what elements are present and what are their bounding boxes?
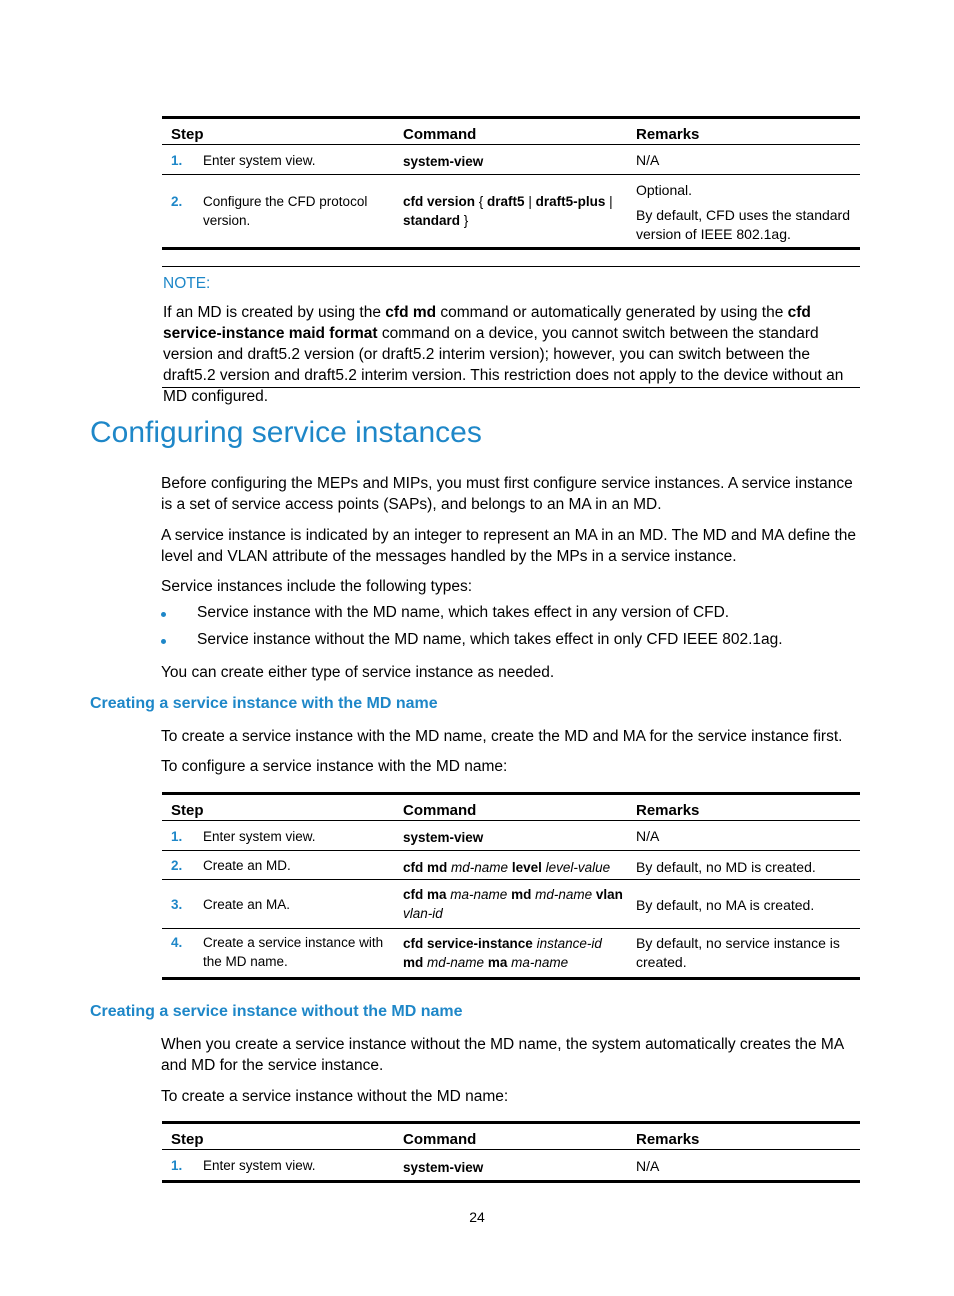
table-header [162, 792, 860, 821]
subsection-title: Creating a service instance with the MD name [90, 695, 438, 712]
paragraph: A service instance is indicated by an integer to represent an MA in an MD. The MD and MA define the level and VLAN attribute of the messages handled by the MPs in a service instance. [161, 527, 857, 565]
step-remarks: By default, no service instance is created. [636, 935, 840, 970]
step-remarks: By default, no MA is created. [636, 897, 815, 913]
step-command: cfd service-instance instance-id md md-name ma ma-name [403, 936, 602, 970]
step-description: Configure the CFD protocol version. [203, 194, 368, 228]
step-description: Create a service instance with the MD name. [203, 935, 384, 969]
step-remarks: N/A [636, 1158, 660, 1174]
table-row [162, 929, 860, 980]
cfd-version-table [162, 116, 860, 250]
step-description: Create an MA. [203, 897, 291, 912]
table-row [162, 821, 860, 851]
subsection-title: Creating a service instance without the MD name [90, 1003, 463, 1020]
step-remarks: Optional. [636, 182, 693, 198]
header-remarks: Remarks [636, 1131, 700, 1148]
header-step: Step [171, 1131, 204, 1148]
table-header [162, 116, 860, 145]
table-row [162, 880, 860, 929]
header-remarks: Remarks [636, 126, 700, 143]
note-text: If an MD is created by using the cfd md command or automatically generated by using the cfd service-instance maid format command on a device, you cannot switch between the standard version and draft5.2 version (or draft5.2 interim version); however, you can switch between the draft5.2 version and draft5.2 interim version. This restriction does not apply to the device without an MD configured. [163, 304, 844, 405]
step-description: Enter system view. [203, 829, 316, 844]
header-command: Command [403, 1131, 477, 1148]
step-remarks-detail: By default, CFD uses the standard version of IEEE 802.1ag. [636, 207, 850, 242]
table-row [162, 1150, 860, 1183]
step-number: 1. [171, 1158, 183, 1173]
paragraph: Service instances include the following types: [161, 578, 473, 595]
step-command: system-view [403, 830, 484, 845]
step-remarks: N/A [636, 828, 660, 844]
header-command: Command [403, 126, 477, 143]
step-command: cfd ma ma-name md md-name vlan vlan-id [403, 887, 623, 921]
paragraph: When you create a service instance without the MD name, the system automatically creates the MA and MD for the service instance. [161, 1036, 844, 1074]
paragraph: To configure a service instance with the MD name: [161, 758, 508, 775]
step-command: system-view [403, 154, 484, 169]
step-number: 2. [171, 858, 183, 873]
table-row [162, 145, 860, 175]
step-description: Create an MD. [203, 858, 291, 873]
step-command: system-view [403, 1160, 484, 1175]
service-instance-md-table [162, 792, 860, 980]
bullet-icon [161, 639, 166, 644]
header-command: Command [403, 802, 477, 819]
step-number: 1. [171, 153, 183, 168]
step-description: Enter system view. [203, 153, 316, 168]
note-label: NOTE: [163, 275, 211, 292]
step-description: Enter system view. [203, 1158, 316, 1173]
section-title: Configuring service instances [90, 416, 482, 449]
paragraph: To create a service instance with the MD name, create the MD and MA for the service instance first. [161, 728, 843, 745]
page-number: 24 [469, 1209, 485, 1225]
header-step: Step [171, 126, 204, 143]
header-step: Step [171, 802, 204, 819]
step-number: 1. [171, 829, 183, 844]
paragraph: Before configuring the MEPs and MIPs, you must first configure service instances. A service instance is a set of service access points (SAPs), and belongs to an MA in an MD. [161, 475, 853, 513]
paragraph: To create a service instance without the MD name: [161, 1088, 509, 1105]
step-number: 2. [171, 194, 183, 209]
step-number: 4. [171, 935, 183, 950]
step-command: cfd md md-name level level-value [403, 860, 611, 875]
step-remarks: N/A [636, 152, 660, 168]
note-box [162, 266, 860, 405]
step-command: cfd version { draft5 | draft5-plus | standard } [403, 194, 613, 228]
paragraph: You can create either type of service instance as needed. [161, 664, 555, 681]
table-header [162, 1121, 860, 1150]
table-row [162, 851, 860, 880]
header-remarks: Remarks [636, 802, 700, 819]
step-number: 3. [171, 897, 183, 912]
step-remarks: By default, no MD is created. [636, 859, 816, 875]
service-instance-no-md-table [162, 1121, 860, 1183]
table-row [162, 175, 860, 250]
bullet-icon [161, 612, 166, 617]
